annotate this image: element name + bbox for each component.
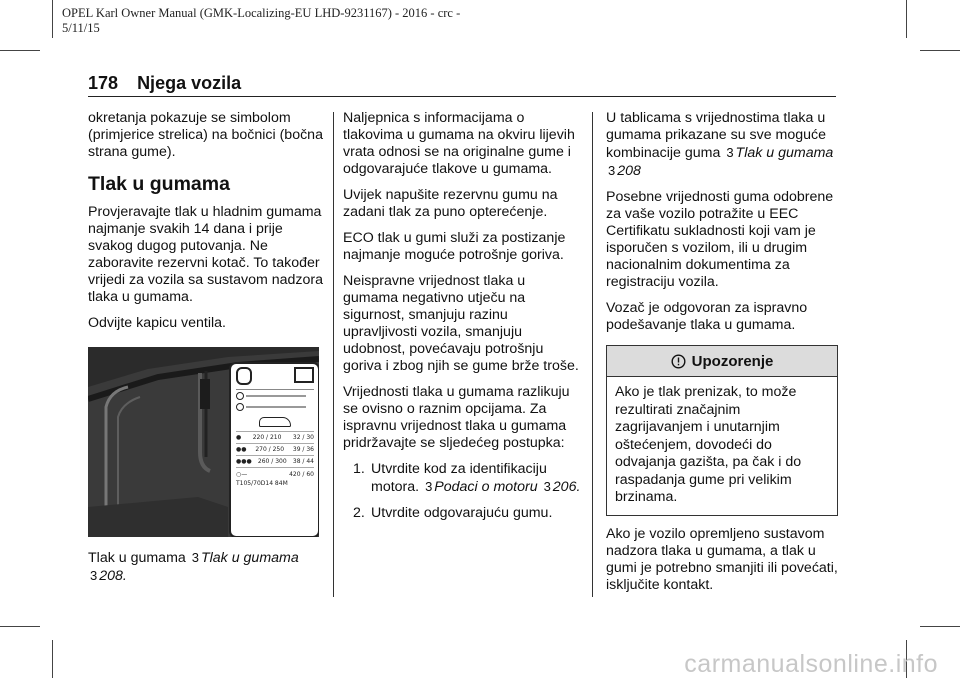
- caption-text: Tlak u gumama: [88, 550, 186, 566]
- header-rule: [88, 96, 836, 97]
- eco-pressure-paragraph: ECO tlak u gumi služi za postizanje najmanje moguće potrošnje goriva.: [343, 230, 566, 263]
- print-metadata-line2: 5/11/15: [62, 21, 100, 35]
- pressure-row: [236, 443, 314, 455]
- crop-mark-bottom-left-h: [0, 626, 40, 627]
- column-1: [88, 110, 324, 594]
- cross-reference-arrow-icon: 3: [726, 145, 734, 160]
- column-divider-1: [333, 112, 334, 597]
- spare-wheel-icon: ○—: [236, 471, 248, 478]
- page-header: [88, 73, 241, 94]
- print-metadata-line1: OPEL Karl Owner Manual (GMK-Localizing-EU LHD-9231167) - 2016 - crc -: [62, 6, 461, 20]
- warning-box: [606, 345, 838, 516]
- page-number: 178: [88, 73, 119, 93]
- step-number: 2.: [353, 505, 365, 521]
- cross-reference-arrow-icon: 3: [90, 568, 98, 583]
- wheel-symbol-icon-2: [236, 403, 244, 411]
- crop-mark-top-left-h: [0, 50, 40, 51]
- check-pressure-paragraph: Provjeravajte tlak u hladnim gumama najmanje svakih 14 dana i prije svakog dugog putovanja. Ne zaboravite rezervni kotač. To također vrijedi za vozila sa sustavom nadzora tlaka u gumama.: [88, 204, 323, 305]
- cross-reference-arrow-icon: 3: [543, 479, 551, 494]
- cross-reference-arrow-icon: 3: [425, 479, 433, 494]
- spare-tire-paragraph: Uvijek napušite rezervnu gumu na zadani tlak za puno opterećenje.: [343, 187, 558, 220]
- crop-mark-top-left: [52, 0, 53, 38]
- valve-cap-paragraph: Odvijte kapicu ventila.: [88, 315, 227, 331]
- spare-kpa: 420: [289, 471, 301, 478]
- tire-pressure-label-illustration: [88, 347, 319, 537]
- combinations-text: U tablicama s vrijednostima tlaka u gumama prikazane su sve moguće kombinacije guma: [606, 110, 827, 161]
- engine-data-page-reference[interactable]: 206.: [552, 479, 581, 495]
- column-2: [343, 110, 581, 531]
- section-title: Tlak u gumama: [88, 173, 230, 195]
- caption-reference-link[interactable]: Tlak u gumama: [200, 550, 299, 566]
- cross-reference-arrow-icon: 3: [191, 550, 199, 565]
- load-icon: ●: [236, 434, 242, 441]
- crop-mark-bottom-right-h: [920, 626, 960, 627]
- pressure-kpa: 220 / 210: [252, 434, 282, 441]
- pressure-psi: 38 / 44: [292, 458, 314, 465]
- intro-paragraph: okretanja pokazuje se simbolom (primjerice strelica) na bočnici (bočna strana gume).: [88, 110, 323, 160]
- engine-data-reference-link[interactable]: Podaci o motoru: [434, 479, 538, 495]
- incorrect-pressure-paragraph: Neispravne vrijednost tlaka u gumama negativno utječu na sigurnost, smanjuju razinu upravljivosti vozila, smanjuju udobnost, povećavaju potrošnju goriva i zbog njih se gume brže troše.: [343, 273, 579, 374]
- pressure-psi: 39 / 36: [292, 446, 314, 453]
- crop-mark-bottom-left: [52, 640, 53, 678]
- label-info-paragraph: Naljepnica s informacijama o tlakovima u gumama na okviru lijevih vrata odnosi se na originalne gume i odgovarajuće tlakove u gumama.: [343, 110, 575, 177]
- step-number: 1.: [353, 461, 365, 477]
- crop-mark-top-right: [906, 0, 907, 38]
- step-text: Utvrdite kod za identifikaciju motora.: [371, 461, 547, 495]
- warning-header: [607, 346, 837, 377]
- spare-tire-code: T105/70D14 84M: [236, 480, 288, 487]
- chapter-title: Njega vozila: [137, 73, 242, 93]
- tire-pressure-page-reference[interactable]: 208: [617, 163, 641, 179]
- tpms-paragraph: Ako je vozilo opremljeno sustavom nadzora tlaka u gumama, a tlak u gumi je potrebno smanjiti ili povećati, isključite kontakt.: [606, 525, 838, 593]
- procedure-step: [343, 505, 581, 522]
- load-icon: ●●●: [236, 458, 252, 465]
- tire-icon: [236, 367, 252, 385]
- spare-psi: 60: [306, 471, 314, 478]
- wheel-symbol-icon: [236, 392, 244, 400]
- spare-row: ○— 420 / 60: [236, 467, 314, 478]
- manual-book-icon: [294, 367, 314, 383]
- illustration-caption: [88, 549, 324, 585]
- combinations-paragraph: [606, 110, 838, 180]
- cross-reference-arrow-icon: 3: [608, 163, 616, 178]
- column-3: [606, 110, 838, 603]
- caption-page-reference[interactable]: 208.: [99, 568, 127, 584]
- procedure-step: [343, 461, 581, 496]
- procedure-intro-paragraph: Vrijednosti tlaka u gumama razlikuju se ovisno o raznim opcijama. Za ispravnu vrijednost tlaka u gumama pridržavajte se sljedećeg postupka:: [343, 384, 570, 451]
- pressure-row: [236, 431, 314, 443]
- column-divider-2: [592, 112, 593, 597]
- driver-responsibility-paragraph: Vozač je odgovoran za ispravno podešavanje tlaka u gumama.: [606, 300, 808, 333]
- pressure-psi: 32 / 30: [292, 434, 314, 441]
- car-outline-icon: [259, 417, 291, 427]
- procedure-steps: [343, 461, 581, 522]
- load-icon: ●●: [236, 446, 247, 453]
- pressure-row: [236, 455, 314, 467]
- warning-circle-icon: [671, 354, 686, 369]
- watermark: carmanualsonline.info: [684, 650, 938, 678]
- crop-mark-top-right-h: [920, 50, 960, 51]
- pressure-kpa: 260 / 300: [257, 458, 287, 465]
- tire-pressure-label: [236, 367, 314, 533]
- print-metadata: [62, 6, 582, 36]
- size-codes: [236, 389, 314, 411]
- pressure-kpa: 270 / 250: [255, 446, 285, 453]
- warning-title: Upozorenje: [691, 352, 774, 370]
- step-text: Utvrdite odgovarajuću gumu.: [371, 505, 553, 521]
- eec-certificate-paragraph: Posebne vrijednosti guma odobrene za vaše vozilo potražite u EEC Certifikatu sukladnosti koji vam je isporučen s vozilom, ili u drugim nacionalnim dokumentima za registraciju vozila.: [606, 189, 834, 290]
- warning-text: Ako je tlak prenizak, to može rezultirati značajnim zagrijavanjem i unutarnjim oštećenjem, dovodeći do odvajanja gazišta, pa čak i do raspadanja gume pri velikim brzinama.: [615, 384, 802, 505]
- tire-pressure-reference-link[interactable]: Tlak u gumama: [735, 145, 834, 161]
